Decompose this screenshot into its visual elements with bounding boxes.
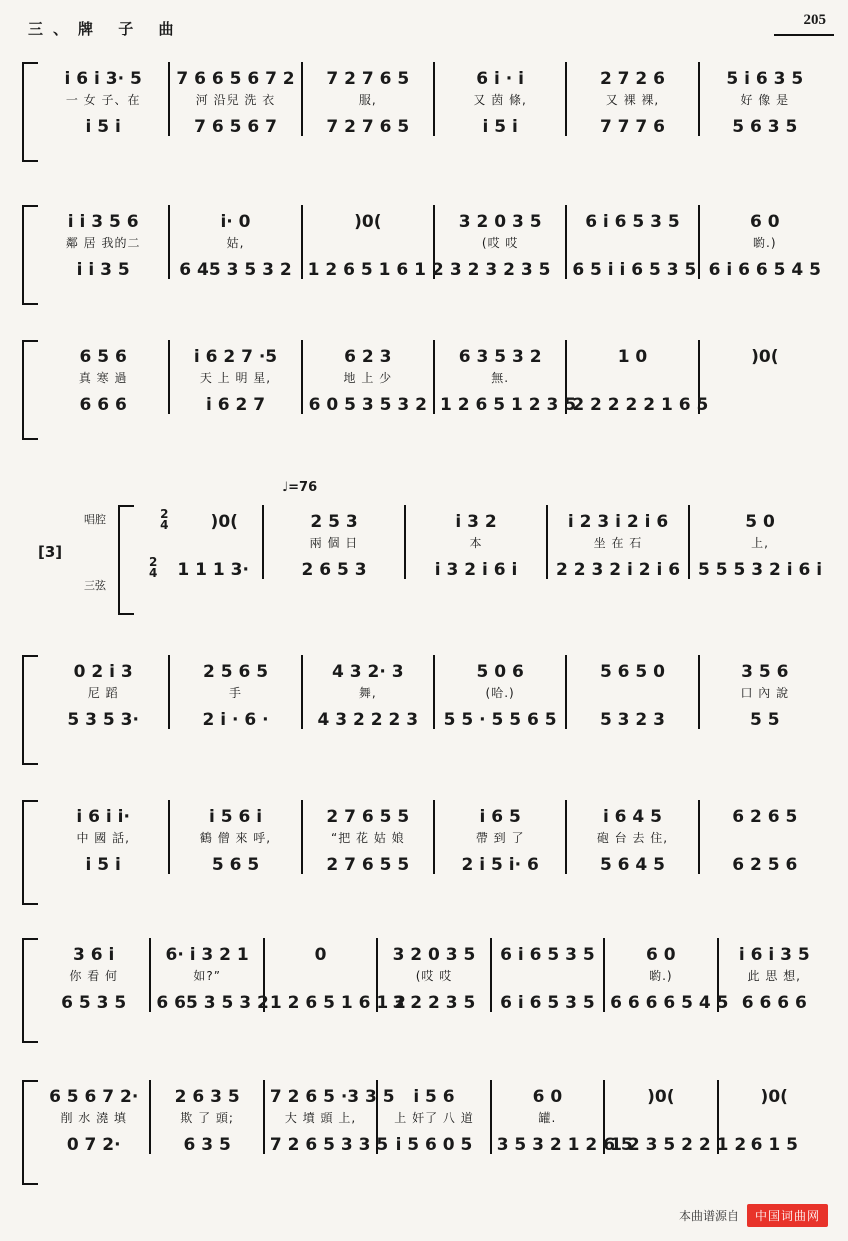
note-row-top: )0(	[647, 1087, 675, 1107]
system-brace	[22, 62, 38, 162]
note-row-top: 6 3 5 3 2	[458, 347, 542, 367]
note-row-bottom: i 6 2 7	[205, 395, 266, 415]
page-header	[28, 18, 828, 44]
measure	[38, 800, 170, 874]
note-row-bottom: 2 7 6 5 5	[326, 855, 410, 875]
note-row-top: 7 2 6 5 ·3 3 5	[269, 1087, 395, 1107]
system-brace	[118, 505, 134, 615]
note-row-bottom: 6 0 5 3 5 3 2	[308, 395, 427, 415]
note-row-top: 3 2 0 3 5	[392, 945, 476, 965]
measure	[38, 938, 151, 1012]
note-row-bottom: 6 6 6 6	[741, 993, 807, 1013]
measure	[38, 340, 170, 414]
system-brace	[22, 938, 38, 1043]
note-row-top: 2 7 2 6	[599, 69, 666, 89]
lyric-text: 地 上 少	[343, 370, 393, 385]
lyric-text: 天 上 明 星,	[199, 370, 272, 385]
measure	[700, 62, 830, 136]
measure	[378, 1080, 491, 1154]
note-row-bottom: 3 2 3 2 3 5	[449, 260, 551, 280]
note-row-top: 6 2 6 5	[732, 807, 798, 827]
part-label-strings: 三弦	[84, 579, 106, 592]
note-row-top: 6 2 3	[344, 347, 392, 367]
note-row-bottom: 6 3 5	[183, 1135, 231, 1155]
lyric-text: 無.	[491, 370, 510, 385]
note-row-bottom: 7 6 5 6 7	[194, 117, 277, 137]
measure	[265, 1080, 395, 1155]
note-row-top: i 6 i 3· 5	[64, 69, 142, 89]
note-row-top: 6 0	[532, 1087, 563, 1107]
footer-site-badge[interactable]: 中国词曲网	[747, 1204, 828, 1227]
note-row-bottom: 2 i · 6 ·	[202, 710, 269, 730]
note-row-bottom: 6 45 3 5 3 2	[179, 260, 292, 280]
note-row-bottom: 0 7 2·	[66, 1135, 121, 1155]
note-row-top: i 5 6	[413, 1087, 455, 1107]
measure	[38, 205, 170, 279]
note-row-bottom: 7 7 7 6	[599, 117, 666, 137]
note-row-top: 6 i 6 5 3 5	[500, 945, 595, 965]
note-row-bottom: i 5 i	[85, 117, 121, 137]
measure	[170, 800, 302, 874]
measure	[151, 938, 269, 1013]
measure	[567, 340, 709, 415]
lyric-text: 上,	[751, 535, 769, 550]
note-row-bottom: 5 5 · 5 5 6 5	[443, 710, 557, 730]
note-row-top: i 6 5	[479, 807, 521, 827]
note-row-bottom: 3 2 2 3 5	[392, 993, 476, 1013]
note-row-bottom: 1 2 6 5 1 6 1 2	[307, 260, 444, 280]
note-row-bottom: 7 2 7 6 5	[326, 117, 410, 137]
note-row-bottom: i 5 6 0 5	[395, 1135, 473, 1155]
lyric-text: 真 寒 過	[78, 370, 128, 385]
lyric-text: 中 國 話,	[76, 830, 130, 845]
measure	[605, 938, 729, 1013]
note-row-top: i 6 i 3 5	[738, 945, 810, 965]
measure	[303, 340, 435, 414]
note-row-bottom: 1 1 1 3·	[177, 560, 249, 580]
note-row-bottom: 5 5	[750, 710, 780, 730]
note-row-top: i 6 i i·	[76, 807, 130, 827]
measure	[264, 505, 406, 579]
lyric-text: 砲 台 去 住,	[596, 830, 669, 845]
system-brace	[22, 1080, 38, 1185]
measure	[38, 62, 170, 136]
system-brace	[22, 800, 38, 905]
note-row-top: 3 2 0 3 5	[458, 212, 542, 232]
note-row-bottom: 5 6 5	[211, 855, 260, 875]
note-row-bottom: 1 2 6 5 1 2 3 5	[439, 395, 577, 415]
measure	[492, 1080, 633, 1155]
measure	[567, 800, 699, 874]
measure	[605, 1080, 747, 1155]
measure	[700, 800, 830, 874]
measure	[303, 62, 435, 136]
measure	[435, 800, 567, 874]
note-row-top: )0(	[760, 1087, 788, 1107]
note-row-top: 7 2 7 6 5	[326, 69, 410, 89]
note-row-bottom: 6 5 i i 6 5 3 5	[572, 260, 697, 280]
lyric-text: 好 像 是	[740, 92, 790, 107]
lyric-text: 手	[228, 685, 242, 700]
note-row-bottom: 1 2 3 5 2 2 1 2	[610, 1135, 747, 1155]
measure	[567, 205, 699, 279]
note-row-bottom: 1 2 6 5 1 6 1 2	[269, 993, 406, 1013]
note-row-bottom: 5 3 5 3·	[67, 710, 139, 730]
note-row-top: 6 5 6 7 2·	[49, 1087, 139, 1107]
lyric-text: 河 沿兒 洗 衣	[195, 92, 276, 107]
note-row-bottom: 6 6 6	[79, 395, 127, 415]
measure	[265, 938, 406, 1013]
measure	[170, 655, 302, 729]
section-number: [3]	[38, 543, 63, 561]
measure	[38, 1080, 151, 1154]
music-system-6	[22, 800, 830, 905]
note-row-bottom: 2 i 5 i· 6	[461, 855, 539, 875]
system-brace	[22, 655, 38, 765]
lyric-text: 罐.	[538, 1110, 557, 1125]
measure	[170, 62, 302, 136]
measure	[435, 62, 567, 136]
note-row-top: 7 6 6 5 6 7 2	[176, 69, 295, 89]
lyric-text: 喲.)	[753, 235, 777, 250]
note-row-bottom: i 5 i	[85, 855, 121, 875]
lyric-text: (哎 哎	[481, 235, 519, 250]
lyric-text: 又 裸 裸,	[605, 92, 660, 107]
note-row-top: i i 3 5 6	[67, 212, 139, 232]
lyric-text: 你 看 何	[69, 968, 119, 983]
page-number-rule	[774, 34, 834, 36]
time-signature-lower: 2 4	[149, 555, 158, 580]
part-label-vocal: 唱腔	[84, 513, 106, 526]
lyric-text: 服,	[358, 92, 377, 107]
lyric-text: (哈.)	[485, 685, 515, 700]
note-row-bottom: 6 2 5 6	[732, 855, 798, 875]
lyric-text: 口 內 說	[740, 685, 790, 700]
note-row-top: 2 5 6 5	[202, 662, 269, 682]
measure	[690, 505, 830, 579]
footer-source-text: 本曲谱源自	[678, 1209, 739, 1223]
note-row-top: 0	[314, 945, 327, 965]
note-row-bottom: 7 2 6 5 3 3 5	[269, 1135, 389, 1155]
measure	[303, 655, 435, 729]
tempo-marking: ♩=76	[282, 480, 318, 495]
music-system-8	[22, 1080, 830, 1185]
measure	[719, 938, 830, 1012]
note-row-top: i 5 6 i	[208, 807, 263, 827]
note-row-top: 2 6 3 5	[174, 1087, 240, 1107]
system-brace	[22, 340, 38, 440]
measure	[719, 1080, 830, 1154]
note-row-top: 6 i 6 5 3 5	[585, 212, 680, 232]
note-row-bottom: 5 5 5 3 2 i 6 i	[697, 560, 823, 580]
note-row-bottom: 5 6 4 5	[599, 855, 666, 875]
note-row-top: i 6 4 5	[602, 807, 663, 827]
lyric-text: 又 茵 條,	[473, 92, 527, 107]
note-row-top: 6· i 3 2 1	[165, 945, 249, 965]
note-row-bottom: 5 6 3 5	[732, 117, 798, 137]
note-row-top: 3 6 i	[73, 945, 115, 965]
note-row-bottom: 6 i 6 5 3 5	[500, 993, 595, 1013]
lyric-text: 舞,	[358, 685, 377, 700]
footer	[679, 1204, 828, 1227]
measure	[700, 655, 830, 729]
lyric-text: 此 思 想,	[747, 968, 801, 983]
note-row-top: 2 7 6 5 5	[326, 807, 410, 827]
lyric-text: 鶴 僧 來 呼,	[199, 830, 272, 845]
note-row-top: 3 5 6	[741, 662, 789, 682]
note-row-bottom: 6 1 5	[750, 1135, 798, 1155]
note-row-bottom: i i 3 5	[76, 260, 130, 280]
note-row-bottom: i 3 2 i 6 i	[434, 560, 518, 580]
measure	[700, 205, 830, 279]
measure	[548, 505, 690, 579]
measure	[170, 205, 302, 279]
lyric-text: 大 墳 頭 上,	[284, 1110, 357, 1125]
music-system-3	[22, 340, 830, 440]
time-signature: 2 4	[160, 507, 169, 532]
music-system-4	[22, 505, 830, 615]
lyric-text: 削 水 澆 填	[60, 1110, 127, 1125]
measure	[38, 655, 170, 729]
measure	[492, 938, 605, 1012]
measure-with-timesig	[134, 505, 264, 579]
system-brace	[22, 205, 38, 305]
measure	[303, 205, 444, 280]
note-row-top: )0(	[210, 512, 238, 532]
measure	[435, 655, 567, 729]
note-row-bottom: 6 6 6 6 5 4 5	[610, 993, 729, 1013]
measure	[406, 505, 548, 579]
measure	[567, 62, 699, 136]
note-row-top: i 6 2 7 ·5	[193, 347, 278, 367]
note-row-top: 5 0	[745, 512, 775, 532]
lyric-text: “把 花 姑 娘	[330, 830, 405, 845]
note-row-top: i· 0	[220, 212, 251, 232]
note-row-top: 0 2 i 3	[73, 662, 133, 682]
note-row-top: 6 5 6	[79, 347, 127, 367]
note-row-top: 6 0	[646, 945, 676, 965]
lyric-text: 喲.)	[649, 968, 673, 983]
music-system-1	[22, 62, 830, 162]
note-row-bottom: 3 5 3 2 1 2 6 5	[496, 1135, 633, 1155]
note-row-bottom: 6 5 3 5	[61, 993, 127, 1013]
measure	[378, 938, 491, 1012]
page-number: 205	[803, 12, 826, 28]
note-row-top: 5 6 5 0	[599, 662, 666, 682]
note-row-bottom: 2 6 5 3	[301, 560, 367, 580]
note-row-top: 1 0	[617, 347, 648, 367]
measure	[303, 800, 435, 874]
lyric-text: 兩 個 日	[309, 535, 359, 550]
music-system-7	[22, 938, 830, 1043]
measure	[435, 205, 567, 279]
lyric-text: 尼 蹈	[87, 685, 119, 700]
note-row-bottom: 6 i 6 6 5 4 5	[708, 260, 821, 280]
lyric-text: 姑,	[226, 235, 245, 250]
music-system-5	[22, 655, 830, 765]
note-row-top: 2 5 3	[310, 512, 358, 532]
note-row-bottom: 2 2 3 2 i 2 i 6	[555, 560, 681, 580]
lyric-text: 坐 在 石	[593, 535, 643, 550]
note-row-top: 6 i · i	[476, 69, 524, 89]
lyric-text: 鄰 居 我的二	[65, 235, 141, 250]
note-row-top: )0(	[354, 212, 382, 232]
lyric-text: 欺 了 頭;	[180, 1110, 234, 1125]
measure	[170, 340, 302, 414]
note-row-bottom: 2 2 2 2 2 1 6 5	[572, 395, 709, 415]
note-row-top: 5 0 6	[476, 662, 524, 682]
note-row-bottom: 4 3 2 2 2 3	[317, 710, 419, 730]
lyric-text: 一 女 子、在	[65, 92, 141, 107]
note-row-top: i 2 3 i 2 i 6	[567, 512, 669, 532]
note-row-bottom: i 5 i	[482, 117, 518, 137]
measure	[700, 340, 830, 414]
music-system-2	[22, 205, 830, 305]
note-row-top: 4 3 2· 3	[332, 662, 404, 682]
note-row-top: )0(	[751, 347, 779, 367]
lyric-text: 如?”	[193, 968, 221, 983]
note-row-bottom: 6 65 3 5 3 2	[156, 993, 269, 1013]
page-title: 三、牌 子 曲	[28, 20, 184, 38]
note-row-top: 6 0	[750, 212, 780, 232]
note-row-top: i 3 2	[455, 512, 497, 532]
lyric-text: 帶 到 了	[475, 830, 525, 845]
lyric-text: (哎 哎	[415, 968, 453, 983]
note-row-top: 5 i 6 3 5	[726, 69, 804, 89]
lyric-text: 上 奸了 八 道	[394, 1110, 474, 1125]
lyric-text: 本	[469, 535, 483, 550]
measure	[567, 655, 699, 729]
measure	[151, 1080, 264, 1154]
note-row-bottom: 5 3 2 3	[599, 710, 666, 730]
measure	[435, 340, 577, 415]
